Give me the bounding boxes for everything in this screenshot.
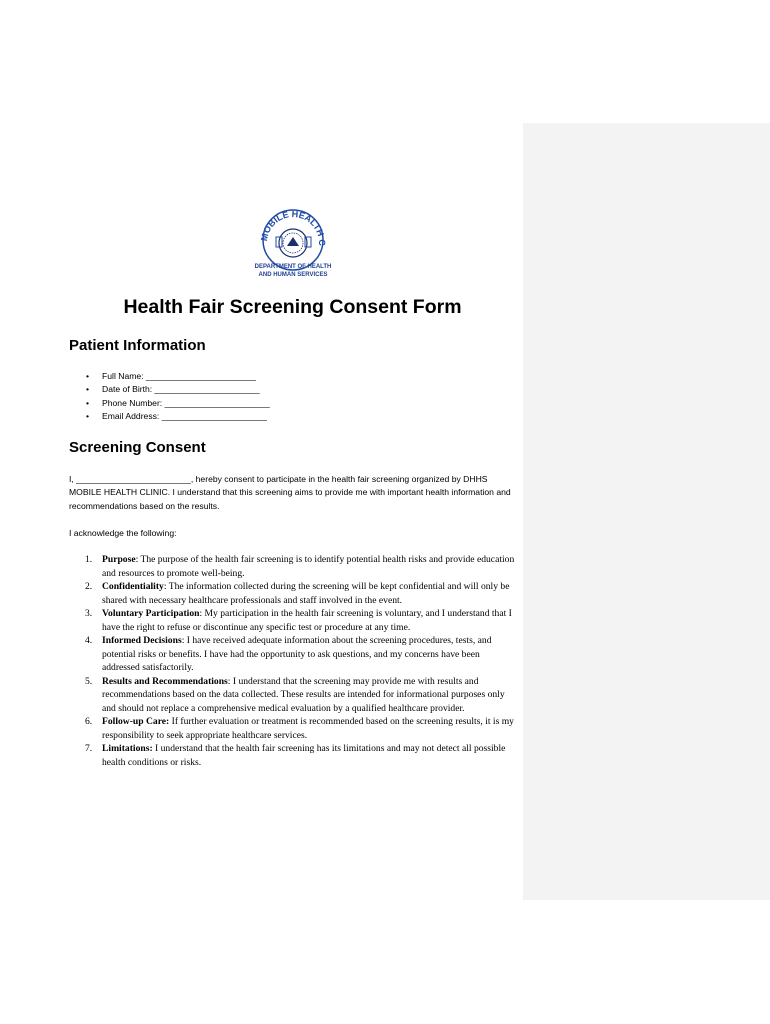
list-item [69, 675, 519, 716]
list-item [69, 634, 519, 675]
logo-dept-line-2: AND HUMAN SERVICES [258, 272, 328, 278]
list-item [69, 715, 519, 742]
comment-pane [523, 123, 770, 900]
item-number: 1. [85, 554, 93, 565]
item-text: : I understand that the screening may provide me with results and recommendations based on the data collected. These results are intended for informational purposes only and should not replace a comprehensive medical evaluation by a qualified healthcare provider. [102, 675, 505, 714]
list-item [69, 580, 519, 607]
item-number: 4. [85, 635, 93, 646]
patient-information-heading: Patient Information [69, 337, 206, 354]
screening-consent-heading: Screening Consent [69, 439, 206, 456]
logo-dept-line-1: DEPARTMENT OF HEALTH [254, 264, 332, 270]
item-label: Follow-up Care: [102, 716, 170, 727]
item-label: Limitations: [102, 743, 153, 754]
full-name-field: • Full Name: _______________________ [69, 370, 270, 383]
item-label: Voluntary Participation [102, 608, 200, 619]
item-label: Results and Recommendations [102, 675, 228, 687]
list-item [69, 607, 519, 634]
item-number: 5. [85, 675, 93, 687]
item-text: : The purpose of the health fair screening is to identify potential health risks and provide education and resources to promote well-being. [102, 554, 515, 579]
item-label: Confidentiality [102, 581, 164, 592]
item-text: : The information collected during the screening will be kept confidential and will only be shared with necessary healthcare professionals and staff involved in the event. [102, 581, 510, 606]
logo-department [233, 263, 353, 279]
item-text: : I have received adequate information about the screening procedures, tests, and potential risks or benefits. I have had the opportunity to ask questions, and my concerns have been addressed satisfactorily. [102, 635, 492, 673]
patient-information-list [69, 370, 270, 424]
item-number: 6. [85, 716, 93, 727]
item-text: : My participation in the health fair screening is voluntary, and I understand that I have the right to refuse or discontinue any specific test or procedure at any time. [102, 608, 512, 633]
logo-ring-text: MOBILE HEALTH C [258, 208, 328, 246]
item-number: 3. [85, 608, 93, 619]
item-label: Informed Decisions [102, 635, 182, 646]
list-item [69, 553, 519, 580]
consent-paragraph: I, ________________________, hereby consent to participate in the health fair screening organized by DHHS MOBILE HEALTH CLINIC. I understand that this screening aims to provide me with important health information and recommendations based on the results. [69, 474, 511, 511]
form-title: Health Fair Screening Consent Form [123, 296, 462, 318]
item-number: 7. [85, 743, 93, 754]
item-number: 2. [85, 581, 93, 592]
acknowledgement-list [69, 553, 519, 769]
item-label: Purpose [102, 554, 136, 565]
item-text: If further evaluation or treatment is recommended based on the screening results, it is my responsibility to seek appropriate healthcare services. [102, 716, 514, 741]
phone-number-field: • Phone Number: ______________________ [69, 397, 270, 410]
acknowledge-line: I acknowledge the following: [69, 528, 177, 538]
date-of-birth-field: • Date of Birth: ______________________ [69, 383, 270, 396]
item-text: I understand that the health fair screening has its limitations and may not detect all possible health conditions or risks. [102, 743, 506, 768]
email-address-field: • Email Address: ______________________ [69, 410, 270, 423]
list-item [69, 742, 519, 769]
